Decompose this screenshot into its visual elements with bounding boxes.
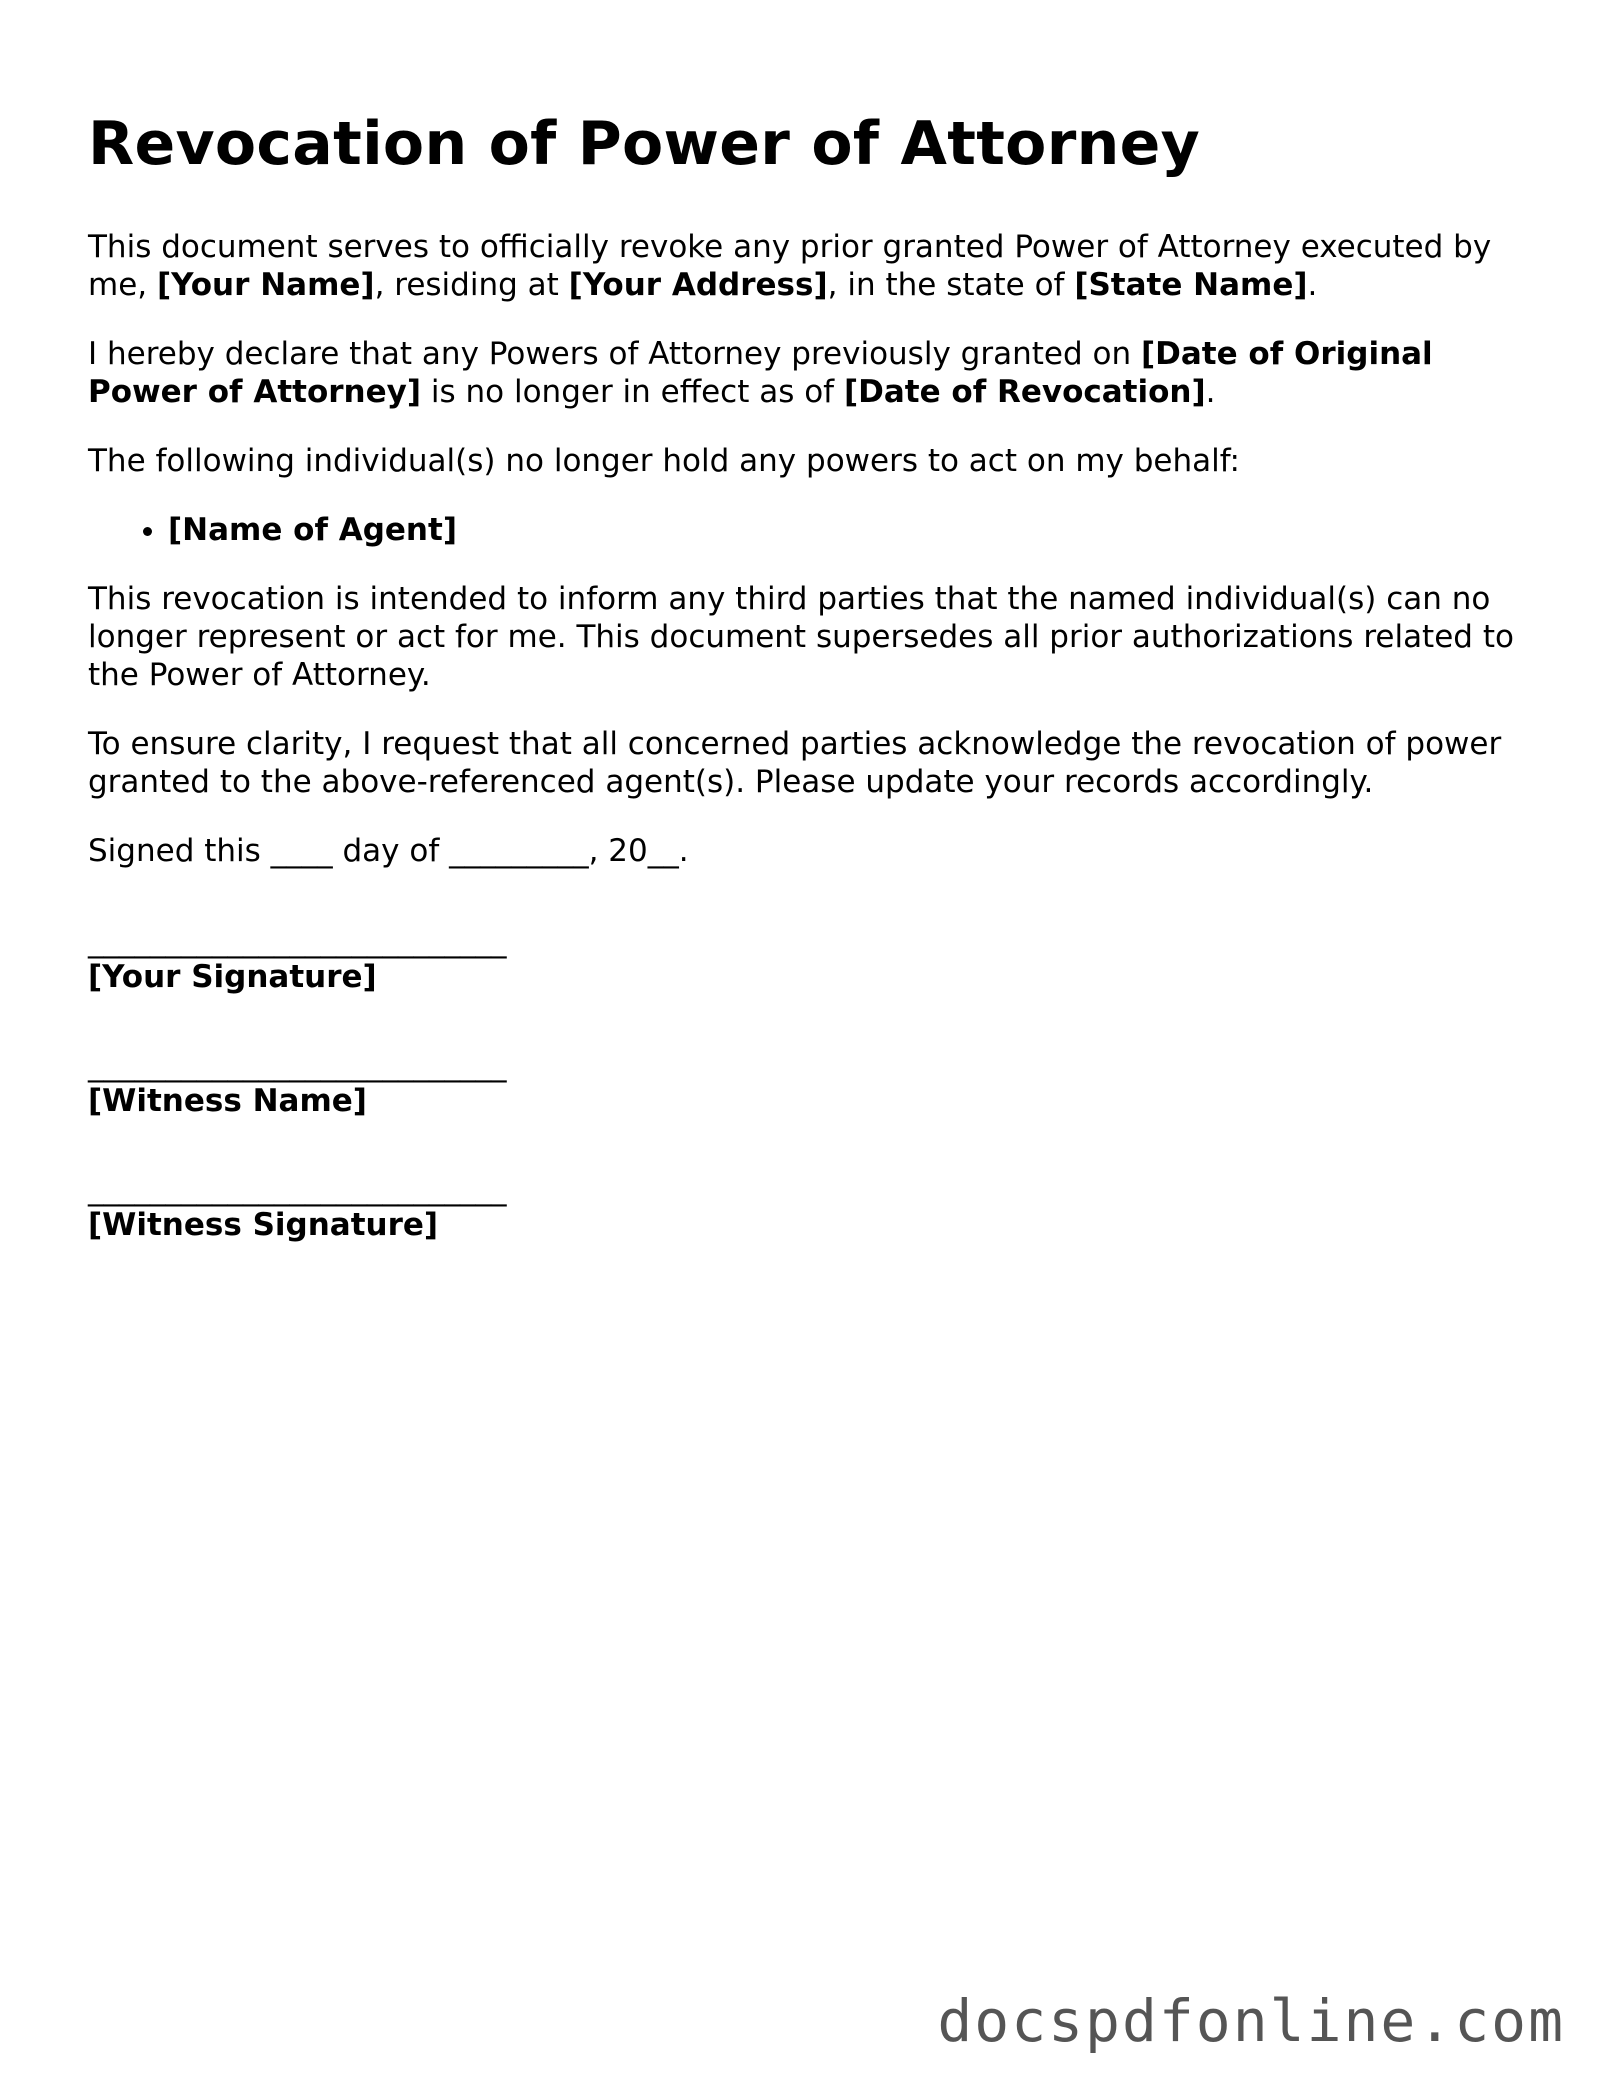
agent-list	[88, 511, 1528, 549]
witness-name-label: [Witness Name]	[88, 1083, 367, 1119]
third-parties-paragraph: This revocation is intended to inform any third parties that the named individual(s) can no longer represent or act for me. This document supersedes all prior authorizations related to the Power of Attorney.	[88, 581, 1514, 693]
state-name-placeholder: [State Name]	[1074, 267, 1308, 303]
intro-paragraph	[88, 228, 1528, 304]
signed-date-line: Signed this ____ day of _________, 20__.	[88, 833, 689, 869]
signature-line: ___________________________	[88, 1171, 507, 1207]
your-address-placeholder: [Your Address]	[568, 267, 828, 303]
declaration-text-b: is no longer in effect as of	[421, 374, 844, 410]
date-original-placeholder: [Date of Original Power of Attorney]	[88, 336, 1433, 410]
your-signature-label: [Your Signature]	[88, 959, 377, 995]
signature-line: ___________________________	[88, 923, 507, 959]
date-revocation-placeholder: [Date of Revocation]	[843, 374, 1206, 410]
intro-text-b: , residing at	[374, 267, 569, 303]
watermark-text: docspdfonline.com	[937, 1987, 1565, 2055]
document-title: Revocation of Power of Attorney	[88, 109, 1201, 179]
clarity-paragraph: To ensure clarity, I request that all concerned parties acknowledge the revocation of power granted to the above-referenced agent(s). Please update your records accordingly.	[88, 726, 1502, 800]
declaration-text-c: .	[1205, 374, 1216, 410]
declaration-paragraph	[88, 335, 1528, 411]
list-item	[168, 511, 1528, 549]
your-name-placeholder: [Your Name]	[156, 267, 375, 303]
signature-block-witness-signature	[88, 1170, 1528, 1242]
signature-line: ___________________________	[88, 1047, 507, 1083]
declaration-text-a: I hereby declare that any Powers of Attorney previously granted on	[88, 336, 1141, 372]
agent-name-placeholder: [Name of Agent]	[168, 512, 457, 548]
witness-signature-label: [Witness Signature]	[88, 1207, 439, 1243]
signature-block-witness-name	[88, 1046, 1528, 1118]
individuals-paragraph: The following individual(s) no longer hold any powers to act on my behalf:	[88, 443, 1240, 479]
intro-text-d: .	[1307, 267, 1318, 303]
signature-block-your	[88, 922, 1528, 994]
intro-text-c: , in the state of	[827, 267, 1075, 303]
intro-text-a: This document serves to officially revoke any prior granted Power of Attorney executed by me,	[88, 229, 1492, 303]
document-page	[88, 108, 1528, 1242]
